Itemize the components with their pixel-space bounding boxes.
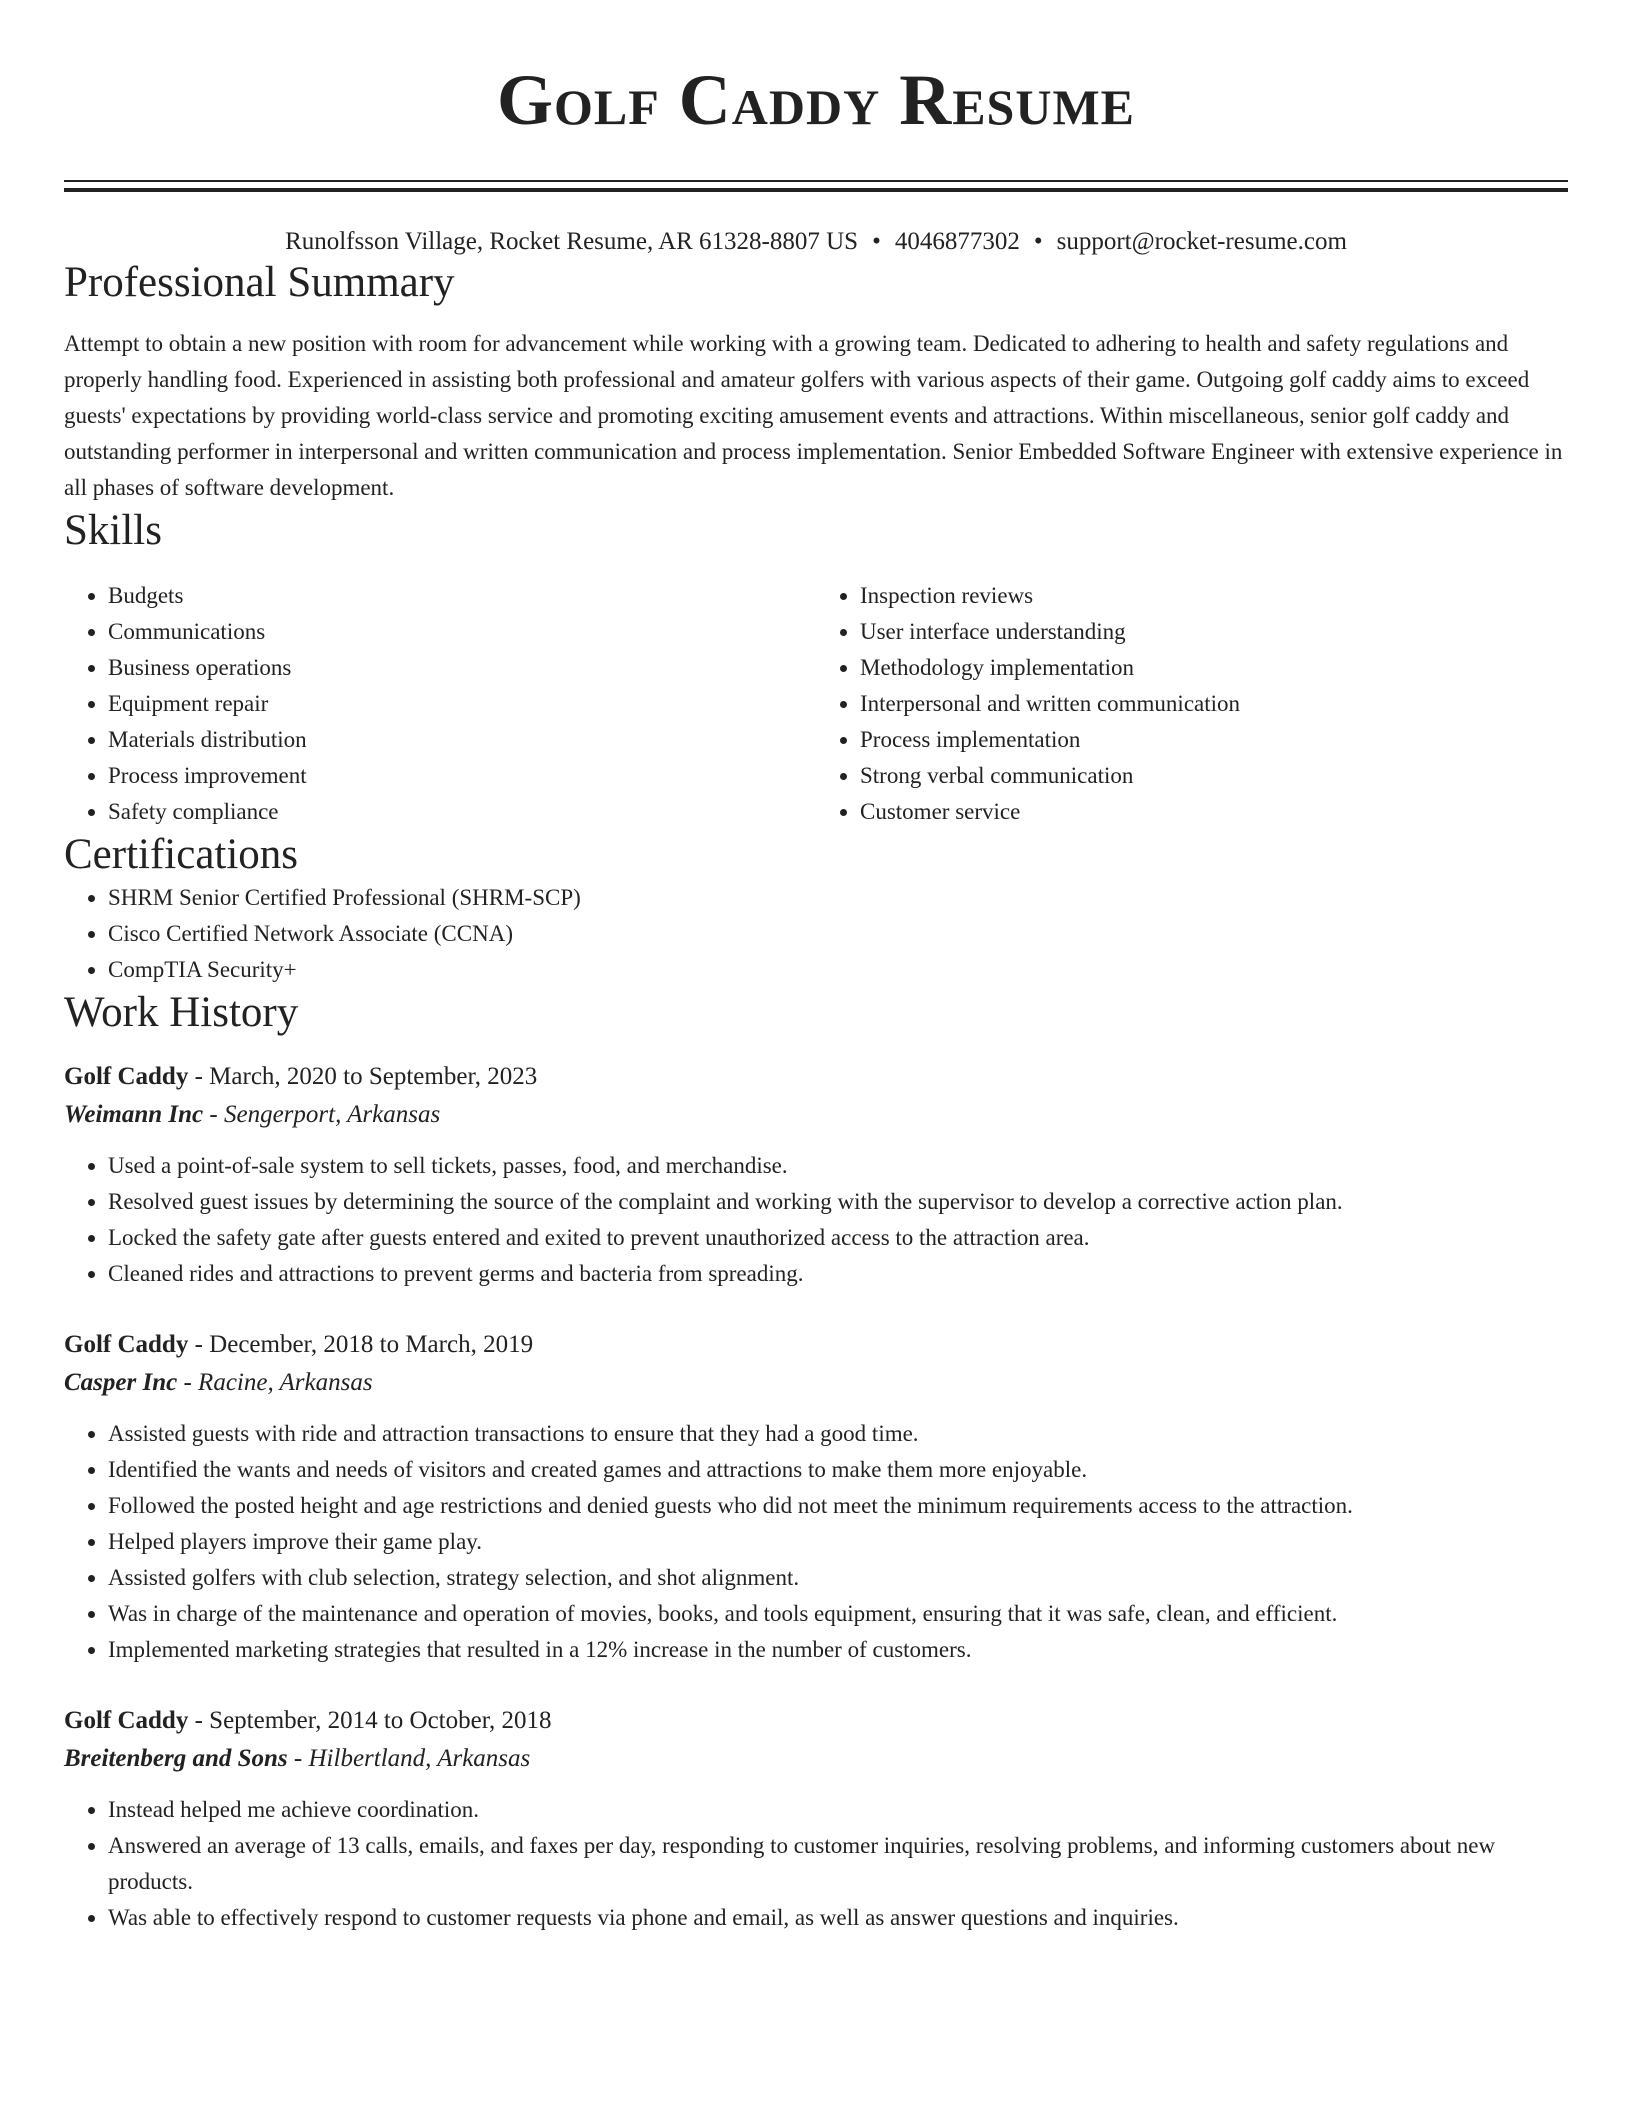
job-bullet: • Locked the safety gate after guests entered and exited to prevent unauthorized access to the attraction area. bbox=[108, 1220, 1568, 1256]
job-header bbox=[64, 1326, 1568, 1364]
skill-item: • Inspection reviews bbox=[860, 578, 1568, 614]
job-location: - Hilbertland, Arkansas bbox=[287, 1745, 531, 1772]
job-title: Golf Caddy bbox=[64, 1331, 189, 1358]
job-bullet: • Assisted golfers with club selection, strategy selection, and shot alignment. bbox=[108, 1560, 1568, 1596]
job-bullet: • Was able to effectively respond to customer requests via phone and email, as well as answer questions and inquiries. bbox=[108, 1900, 1568, 1936]
title-rule-thick bbox=[64, 188, 1568, 192]
skill-item: • Interpersonal and written communication bbox=[860, 686, 1568, 722]
skill-item: • Customer service bbox=[860, 794, 1568, 830]
certifications-heading: Certifications bbox=[64, 831, 299, 878]
skill-item: • Process implementation bbox=[860, 722, 1568, 758]
title-rule-thin bbox=[64, 180, 1568, 182]
skill-item: • Communications bbox=[108, 614, 816, 650]
job-header bbox=[64, 1702, 1568, 1740]
skill-item: • Safety compliance bbox=[108, 794, 816, 830]
contact-address: Runolfsson Village, Rocket Resume, AR 61328-8807 US bbox=[285, 228, 859, 255]
job-bullet: • Helped players improve their game play. bbox=[108, 1524, 1568, 1560]
job-employer bbox=[64, 1740, 1568, 1778]
job-company: Breitenberg and Sons bbox=[64, 1745, 288, 1772]
contact-line bbox=[64, 226, 1568, 258]
job-dates: - December, 2018 to March, 2019 bbox=[188, 1331, 534, 1358]
job-bullets bbox=[64, 1148, 1568, 1292]
skill-item: • User interface understanding bbox=[860, 614, 1568, 650]
certification-item: • Cisco Certified Network Associate (CCNA) bbox=[108, 916, 1568, 952]
contact-separator: • bbox=[872, 228, 881, 255]
job-title: Golf Caddy bbox=[64, 1063, 189, 1090]
skills-columns bbox=[64, 578, 1568, 830]
job-bullet: • Implemented marketing strategies that resulted in a 12% increase in the number of customers. bbox=[108, 1632, 1568, 1668]
job-bullet: • Answered an average of 13 calls, emails, and faxes per day, responding to customer inquiries, resolving problems, and informing customers about new products. bbox=[108, 1828, 1568, 1900]
skill-item: • Strong verbal communication bbox=[860, 758, 1568, 794]
job-bullet: • Assisted guests with ride and attraction transactions to ensure that they had a good time. bbox=[108, 1416, 1568, 1452]
summary-heading: Professional Summary bbox=[64, 259, 455, 306]
job-bullets bbox=[64, 1416, 1568, 1668]
skill-item: • Methodology implementation bbox=[860, 650, 1568, 686]
certifications-list bbox=[64, 880, 1568, 988]
job-bullet: • Was in charge of the maintenance and operation of movies, books, and tools equipment, ensuring that it was safe, clean, and efficient. bbox=[108, 1596, 1568, 1632]
job-header bbox=[64, 1058, 1568, 1096]
job-bullet: • Followed the posted height and age restrictions and denied guests who did not meet the minimum requirements access to the attraction. bbox=[108, 1488, 1568, 1524]
work-history-heading: Work History bbox=[64, 989, 299, 1036]
skills-left-list bbox=[64, 578, 816, 830]
summary-text: Attempt to obtain a new position with room for advancement while working with a growing team. Dedicated to adhering to health and safety regulations and properly handling food. Experienced in assisting both professional and amateur golfers with various aspects of their game. Outgoing golf caddy aims to exceed guests' expectations by providing world-class service and promoting exciting amusement events and attractions. Within miscellaneous, senior golf caddy and outstanding performer in interpersonal and written communication and process implementation. Senior Embedded Software Engineer with extensive experience in all phases of software development. bbox=[64, 331, 1563, 500]
contact-email: support@rocket-resume.com bbox=[1056, 228, 1347, 255]
skill-item: • Budgets bbox=[108, 578, 816, 614]
job-entry bbox=[64, 1326, 1568, 1668]
skill-item: • Business operations bbox=[108, 650, 816, 686]
job-bullet: • Instead helped me achieve coordination. bbox=[108, 1792, 1568, 1828]
skill-item: • Equipment repair bbox=[108, 686, 816, 722]
certification-item: • SHRM Senior Certified Professional (SHRM-SCP) bbox=[108, 880, 1568, 916]
job-company: Casper Inc bbox=[64, 1369, 178, 1396]
job-employer bbox=[64, 1364, 1568, 1402]
skill-item: • Materials distribution bbox=[108, 722, 816, 758]
skills-heading: Skills bbox=[64, 507, 162, 554]
job-bullets bbox=[64, 1792, 1568, 1936]
job-bullet: • Cleaned rides and attractions to prevent germs and bacteria from spreading. bbox=[108, 1256, 1568, 1292]
skills-right-list bbox=[816, 578, 1568, 830]
contact-phone: 4046877302 bbox=[894, 228, 1020, 255]
resume-title: Golf Caddy Resume bbox=[496, 60, 1136, 140]
job-title: Golf Caddy bbox=[64, 1707, 189, 1734]
certification-item: • CompTIA Security+ bbox=[108, 952, 1568, 988]
job-employer bbox=[64, 1096, 1568, 1134]
job-dates: - September, 2014 to October, 2018 bbox=[188, 1707, 552, 1734]
job-entry bbox=[64, 1058, 1568, 1292]
contact-separator: • bbox=[1033, 228, 1043, 255]
job-location: - Racine, Arkansas bbox=[177, 1369, 373, 1396]
job-bullet: • Resolved guest issues by determining the source of the complaint and working with the supervisor to develop a corrective action plan. bbox=[108, 1184, 1568, 1220]
job-bullet: • Used a point-of-sale system to sell tickets, passes, food, and merchandise. bbox=[108, 1148, 1568, 1184]
job-company: Weimann Inc bbox=[64, 1101, 204, 1128]
skill-item: • Process improvement bbox=[108, 758, 816, 794]
job-dates: - March, 2020 to September, 2023 bbox=[188, 1063, 538, 1090]
job-entry bbox=[64, 1702, 1568, 1936]
job-location: - Sengerport, Arkansas bbox=[203, 1101, 441, 1128]
job-bullet: • Identified the wants and needs of visitors and created games and attractions to make them more enjoyable. bbox=[108, 1452, 1568, 1488]
